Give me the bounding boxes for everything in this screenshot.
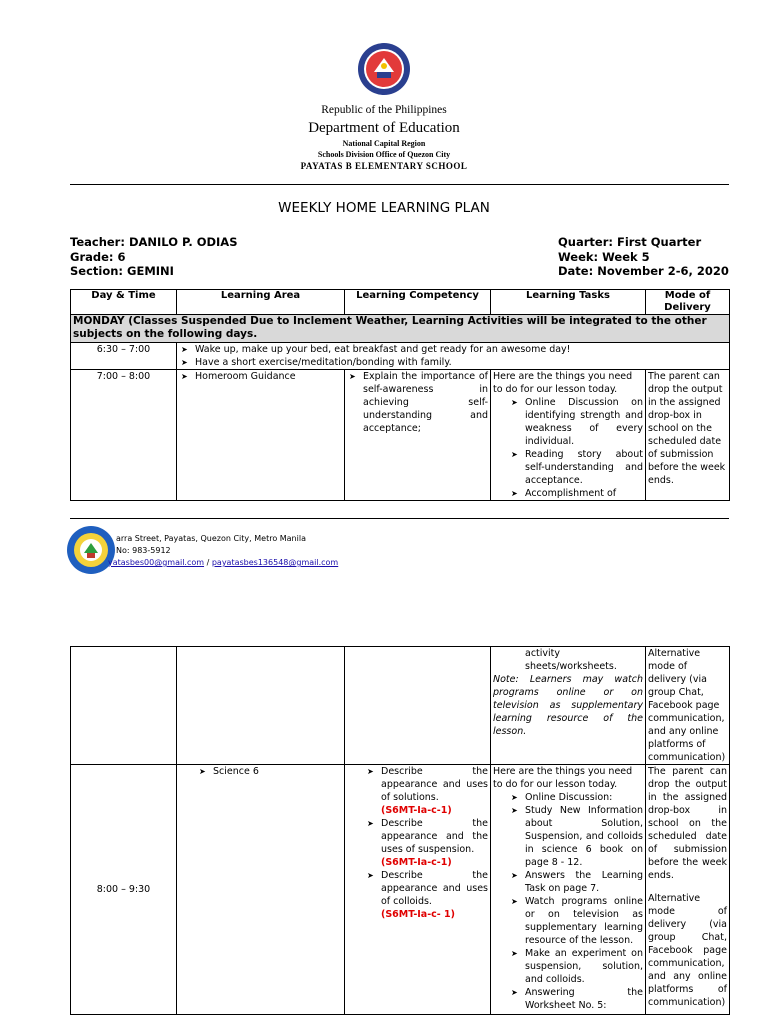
email-link-1[interactable]: yatasbes00@gmail.com <box>108 558 205 567</box>
plan-title: WEEKLY HOME LEARNING PLAN <box>278 200 490 216</box>
cont-time <box>71 647 177 765</box>
list-item: ➤ Accomplishment of <box>509 487 643 500</box>
quarter-text: Quarter: First Quarter <box>558 235 702 249</box>
list-item: ➤ Answering the Worksheet No. 5: <box>509 986 643 1012</box>
cont-tasks <box>491 647 646 765</box>
list-item: ➤ Study New Information about Solution, Suspension, and colloids in science 6 book on page 8 - 12. <box>509 804 643 869</box>
list-item: ➤ Reading story about self-understanding and acceptance. <box>509 448 643 487</box>
email-link-2[interactable]: payatasbes136548@gmail.com <box>211 558 339 567</box>
list-item <box>365 765 488 817</box>
footer-emails <box>108 558 338 567</box>
row2-tasks <box>491 370 646 501</box>
row3-competencies <box>345 765 491 1015</box>
competency-text: Describe the appearance and uses of solutions. <box>381 766 488 803</box>
department-text: Department of Education <box>308 120 460 136</box>
header-learning-competency: Learning Competency <box>345 290 491 315</box>
school-logo <box>66 525 116 575</box>
note-text: Learners may watch programs online or on television as supplementary learning resource of the lesson. <box>493 674 643 737</box>
table-row <box>71 765 730 1015</box>
list-item: ➤ Homeroom Guidance <box>179 370 342 383</box>
row2-time: 7:00 – 8:00 <box>71 370 177 501</box>
monday-note: MONDAY (Classes Suspended Due to Inclement Weather, Learning Activities will be integrated to the other subjects on the following days. <box>71 315 730 343</box>
list-item: ➤ Have a short exercise/meditation/bonding with family. <box>179 356 727 369</box>
cont-competency <box>345 647 491 765</box>
email-separator: / <box>206 558 210 567</box>
division-text: Schools Division Office of Quezon City <box>317 150 451 159</box>
region-text: National Capital Region <box>342 139 426 148</box>
list-item: ➤ Watch programs online or on television as supplementary learning resource of the lesson. <box>509 895 643 947</box>
list-item: ➤ Explain the importance of self-awareness in achieving self-understanding and acceptance; <box>347 370 488 435</box>
row3-mode <box>646 765 730 1015</box>
grade-text: Grade: 6 <box>70 249 126 264</box>
table-row <box>71 370 730 501</box>
cont-mode: Alternative mode of delivery (via group Chat, Facebook page communication, and any online platforms of communication) <box>646 647 730 765</box>
header-learning-tasks: Learning Tasks <box>491 290 646 315</box>
table-row <box>71 343 730 370</box>
quarter-info <box>558 235 729 279</box>
learning-plan-table-continued <box>70 646 730 1015</box>
list-item <box>365 817 488 869</box>
section-text: Section: GEMINI <box>70 264 174 278</box>
row3-time: 8:00 – 9:30 <box>71 765 177 1015</box>
teacher-name: Teacher: DANILO P. ODIAS <box>70 235 238 249</box>
header-divider <box>70 184 729 185</box>
header-learning-area: Learning Area <box>177 290 345 315</box>
header-day-time: Day & Time <box>71 290 177 315</box>
teacher-info <box>70 235 237 279</box>
list-item: ➤ Online Discussion on identifying strength and weakness of every individual. <box>509 396 643 448</box>
tasks-intro: Here are the things you need to do for our lesson today. <box>493 766 633 790</box>
list-item <box>365 869 488 921</box>
monday-note-row <box>71 315 730 343</box>
row3-tasks <box>491 765 646 1015</box>
republic-text: Republic of the Philippines <box>321 104 447 116</box>
competency-text: Describe the appearance and the uses of suspension. <box>381 818 488 855</box>
table-header-row <box>71 290 730 315</box>
cont-area <box>177 647 345 765</box>
footer-phone: No: 983-5912 <box>116 546 171 555</box>
learning-plan-table <box>70 289 730 501</box>
row2-competency <box>345 370 491 501</box>
tasks-intro: Here are the things you need to do for our lesson today. <box>493 371 633 395</box>
list-item: ➤ Online Discussion: <box>509 791 643 804</box>
row3-area <box>177 765 345 1015</box>
date-text: Date: November 2-6, 2020 <box>558 264 729 278</box>
deped-seal <box>357 42 411 96</box>
competency-text: Describe the appearance and uses of colloids. <box>381 870 488 907</box>
note-label: Note: <box>493 674 519 685</box>
list-item: ➤ Wake up, make up your bed, eat breakfast and get ready for an awesome day! <box>179 343 727 356</box>
tasks-continued: activity sheets/worksheets. <box>525 648 617 672</box>
tasks-note <box>493 673 643 738</box>
mode-alternative: Alternative mode of delivery (via group Chat, Facebook page communication, and any online platforms of communication) <box>648 893 727 1008</box>
row2-mode: The parent can drop the output in the assigned drop-box in school on the scheduled date of submission before the week ends. <box>646 370 730 501</box>
list-item: ➤ Science 6 <box>197 765 342 778</box>
table-row <box>71 647 730 765</box>
header-mode-of-delivery: Mode of Delivery <box>646 290 730 315</box>
list-item: ➤ Make an experiment on suspension, solution, and colloids. <box>509 947 643 986</box>
row1-activities <box>177 343 730 370</box>
week-text: Week: Week 5 <box>558 249 650 264</box>
footer-divider <box>70 518 729 519</box>
mode-dropbox: The parent can drop the output in the assigned drop-box in school on the scheduled date of submission before the week ends. <box>648 766 727 881</box>
competency-code: (S6MT-Ia-c-1) <box>381 805 452 816</box>
row1-time: 6:30 – 7:00 <box>71 343 177 370</box>
list-item: ➤ Answers the Learning Task on page 7. <box>509 869 643 895</box>
competency-code: (S6MT-Ia-c-1) <box>381 857 452 868</box>
competency-code: (S6MT-Ia-c- 1) <box>381 909 455 920</box>
footer-address: arra Street, Payatas, Quezon City, Metro Manila <box>116 534 306 543</box>
school-name: PAYATAS B ELEMENTARY SCHOOL <box>300 161 468 171</box>
row2-area <box>177 370 345 501</box>
